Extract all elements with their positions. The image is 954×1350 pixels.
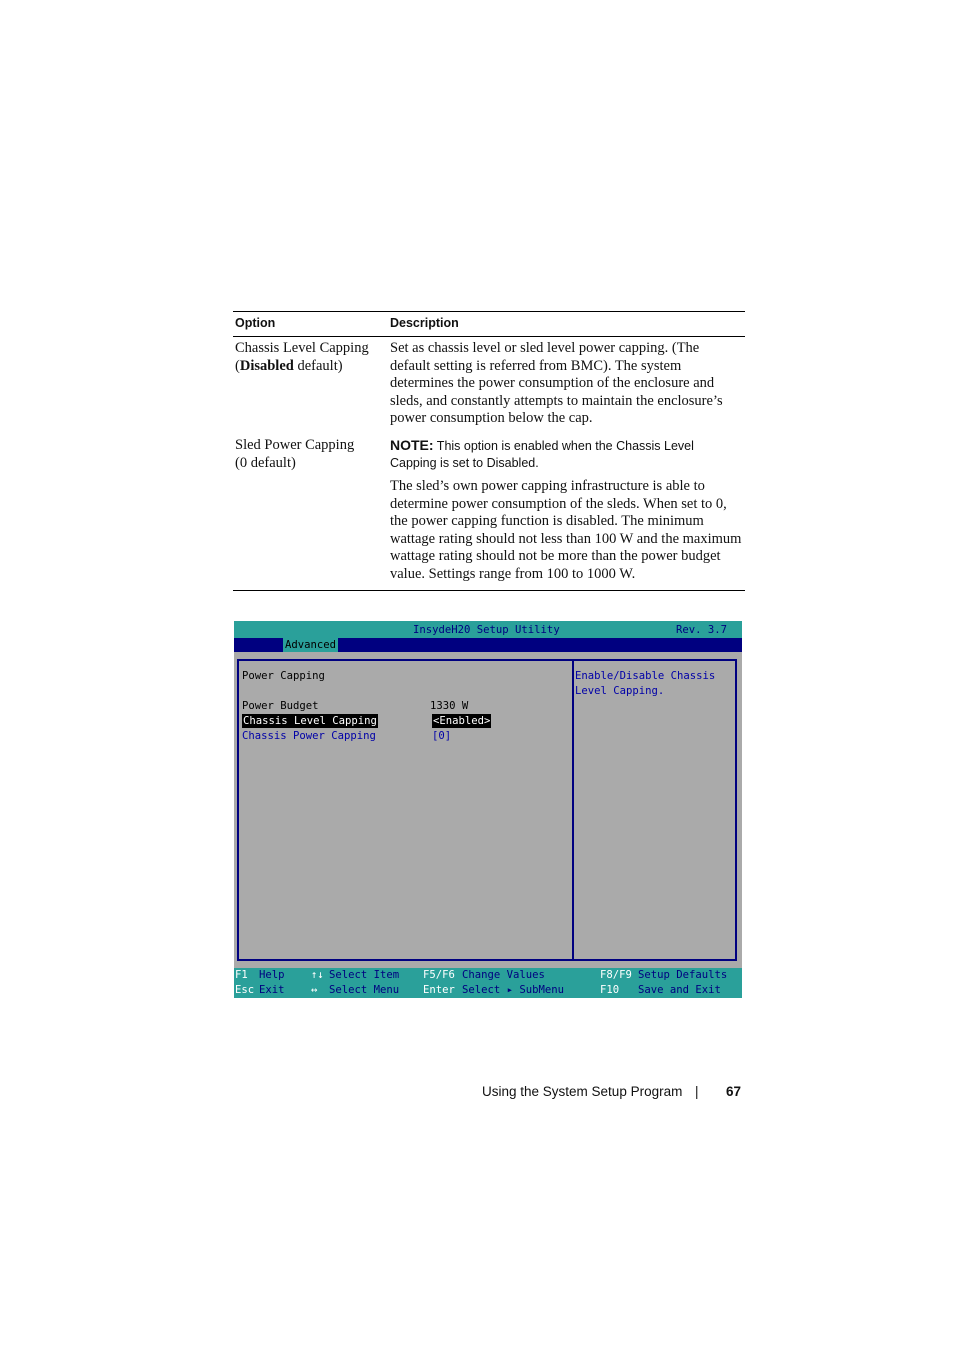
- section-title: Power Capping: [242, 670, 325, 682]
- page-number: 67: [726, 1084, 742, 1099]
- bios-title: InsydeH20 Setup Utility: [413, 624, 560, 636]
- note-text: This option is enabled when the Chassis Level Capping is set to Disabled.: [390, 438, 694, 470]
- tab-advanced[interactable]: Advanced: [285, 639, 337, 651]
- option-cell: Chassis Level Capping (Disabled default): [235, 340, 369, 374]
- description-cell: Set as chassis level or sled level power capping. (The default setting is referred from BMC). The system determines the power consumption of the enclosure and sleds, and constantly attempts to maintain the enclosure’s power consumption below the cap.: [390, 340, 723, 427]
- note-label: NOTE:: [390, 436, 434, 453]
- footer-separator: |: [695, 1084, 699, 1099]
- power-budget-value: 1330 W: [430, 700, 469, 712]
- bios-help-panel: [572, 659, 737, 961]
- bios-menu-bar: [234, 638, 742, 652]
- option-name: Chassis Level Capping: [235, 340, 369, 356]
- bios-revision: Rev. 3.7: [676, 624, 728, 636]
- table-header-row: [233, 312, 745, 337]
- power-budget-label: Power Budget: [242, 700, 319, 712]
- column-header-description: Description: [388, 312, 745, 337]
- esc-key: Esc: [235, 984, 255, 996]
- column-header-option: Option: [233, 312, 388, 337]
- option-default-suffix: default): [247, 454, 296, 471]
- options-table: [233, 311, 745, 591]
- f1-key: F1: [235, 969, 248, 981]
- f10-desc: Save and Exit: [638, 984, 721, 996]
- note: [390, 437, 743, 472]
- footer-section-title: Using the System Setup Program: [482, 1084, 683, 1099]
- description-cell: [388, 434, 745, 590]
- leftright-desc: Select Menu: [329, 984, 400, 996]
- option-cell: Sled Power Capping (0 default): [233, 434, 388, 590]
- bios-screenshot: [234, 621, 742, 998]
- up-down-arrows-icon: ↑↓: [311, 969, 324, 981]
- enter-key: Enter: [423, 984, 455, 996]
- table-row: [233, 434, 745, 590]
- description-text: The sled’s own power capping infrastructure is able to determine power consumption of the sleds. When set to 0, the power capping function is disabled. The minimum wattage rating should not less than 100 W and the maximum wattage rating should not be more than the power budget value. Settings range from 100 to 1000 W.: [390, 477, 742, 582]
- help-text-line-1: Enable/Disable Chassis: [575, 670, 716, 682]
- help-text-line-2: Level Capping.: [575, 685, 665, 697]
- f8f9-key: F8/F9: [600, 969, 632, 981]
- option-name: Sled Power Capping: [235, 436, 355, 453]
- f5f6-desc: Change Values: [462, 969, 545, 981]
- option-default-value: 0: [239, 454, 248, 471]
- f8f9-desc: Setup Defaults: [638, 969, 728, 981]
- updown-desc: Select Item: [329, 969, 400, 981]
- chassis-power-capping-item[interactable]: Chassis Power Capping: [242, 730, 376, 742]
- chassis-power-capping-value[interactable]: [0]: [432, 730, 452, 742]
- option-default-value: Disabled: [239, 357, 294, 374]
- table-row: [233, 337, 745, 434]
- enter-desc: Select ▸ SubMenu: [462, 984, 565, 996]
- bios-title-bar: [234, 621, 742, 638]
- f5f6-key: F5/F6: [423, 969, 455, 981]
- chassis-level-capping-value[interactable]: <Enabled>: [433, 715, 491, 727]
- left-right-arrows-icon: ↔: [311, 984, 318, 996]
- option-default-suffix: default): [293, 357, 343, 374]
- bios-key-legend: [234, 968, 742, 998]
- f10-key: F10: [600, 984, 620, 996]
- f1-desc: Help: [259, 969, 285, 981]
- esc-desc: Exit: [259, 984, 285, 996]
- chassis-level-capping-item[interactable]: Chassis Level Capping: [243, 715, 377, 727]
- bios-settings-panel: [237, 659, 574, 961]
